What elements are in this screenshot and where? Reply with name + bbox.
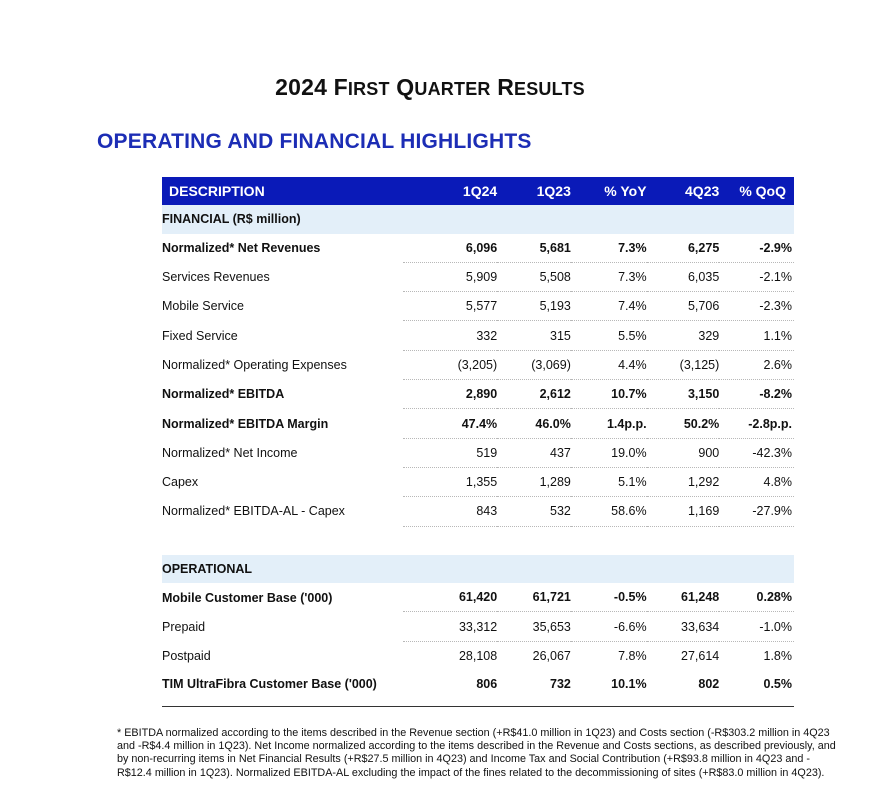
cell-4q23: 6,275	[647, 234, 720, 263]
cell-4q23: 3,150	[647, 380, 720, 409]
title-part: R	[490, 74, 515, 100]
cell-1q24: 5,577	[403, 292, 497, 321]
cell-qoq: -2.8p.p.	[719, 409, 794, 438]
cell-4q23: 329	[647, 321, 720, 350]
cell-1q24: 61,420	[403, 583, 497, 612]
table-row	[162, 467, 794, 496]
table-row	[162, 641, 794, 670]
row-label: Normalized* EBITDA-AL - Capex	[162, 504, 345, 519]
cell-qoq: 4.8%	[719, 467, 794, 496]
cell-1q24: 519	[403, 438, 497, 467]
row-label: TIM UltraFibra Customer Base ('000)	[162, 677, 377, 692]
cell-4q23: 27,614	[681, 648, 720, 663]
cell-yoy: 10.1%	[611, 677, 647, 692]
table-header-row	[162, 177, 794, 205]
cell-yoy: -0.5%	[571, 583, 647, 612]
row-label: Capex	[162, 475, 199, 490]
cell-1q24: 5,909	[403, 262, 497, 291]
cell-1q24: 33,312	[403, 612, 497, 641]
cell-qoq: -27.9%	[719, 497, 794, 526]
document-title	[0, 74, 860, 101]
cell-1q24: 1,355	[403, 467, 497, 496]
row-label: Normalized* EBITDA	[162, 387, 285, 402]
cell-1q23: 5,508	[497, 262, 571, 291]
cell-qoq: -1.0%	[719, 612, 794, 641]
cell-qoq: -2.9%	[719, 234, 794, 263]
cell-qoq: 1.1%	[719, 321, 794, 350]
title-part: IRST	[347, 79, 390, 99]
spacer-cell	[162, 526, 794, 555]
financial-section-label: FINANCIAL (R$ million)	[162, 205, 794, 233]
header-description: DESCRIPTION	[162, 177, 403, 205]
highlights-table	[162, 177, 794, 698]
title-part: UARTER	[414, 79, 491, 99]
row-label: Prepaid	[162, 619, 206, 634]
cell-1q24: 2,890	[403, 380, 497, 409]
header-qoq: % QoQ	[719, 177, 794, 205]
row-label: Mobile Service	[162, 299, 244, 314]
cell-1q24: 47.4%	[403, 409, 497, 438]
cell-qoq: -2.3%	[719, 292, 794, 321]
row-label: Normalized* Net Income	[162, 445, 298, 460]
cell-1q23: 26,067	[532, 648, 571, 663]
cell-4q23: (3,125)	[647, 350, 720, 379]
cell-4q23: 1,169	[647, 497, 720, 526]
cell-1q23: 2,612	[497, 380, 571, 409]
cell-1q23: 1,289	[497, 467, 571, 496]
cell-1q24: 332	[403, 321, 497, 350]
cell-1q24: 843	[403, 497, 497, 526]
cell-qoq: 2.6%	[719, 350, 794, 379]
header-1q24: 1Q24	[403, 177, 497, 205]
title-part: 2024 F	[275, 74, 348, 100]
header-yoy: % YoY	[571, 177, 647, 205]
header-1q23: 1Q23	[497, 177, 571, 205]
row-label: Services Revenues	[162, 270, 270, 285]
cell-1q23: 532	[497, 497, 571, 526]
table-row	[162, 234, 794, 263]
table-row	[162, 583, 794, 612]
row-label: Normalized* Operating Expenses	[162, 357, 347, 372]
cell-1q23: 437	[497, 438, 571, 467]
table-row	[162, 262, 794, 291]
financial-section-row	[162, 205, 794, 233]
row-label: Postpaid	[162, 648, 211, 663]
operational-section-row	[162, 555, 794, 583]
cell-4q23: 900	[647, 438, 720, 467]
cell-4q23: 5,706	[647, 292, 720, 321]
title-part: ESULTS	[514, 79, 585, 99]
cell-yoy: 7.4%	[571, 292, 647, 321]
table-row	[162, 321, 794, 350]
cell-1q23: 61,721	[497, 583, 571, 612]
footnote: * EBITDA normalized according to the items described in the Revenue section (+R$41.0 million in 1Q23) and Costs section (-R$303.2 million in 4Q23 and -R$4.4 million in 1Q23). Net Income normalized according to the items described in the Revenue and Costs sections, as described previously, and by non-recurring items in Net Financial Results (+R$27.5 million in 4Q23) and Income Tax and Social Contribution (+R$93.8 million in 4Q23 and -R$12.4 million in 1Q23). Normalized EBITDA-AL excluding the impact of the fines related to the decommissioning of sites (+R$83.0 million in 4Q23).	[117, 727, 836, 779]
cell-1q24: 6,096	[403, 234, 497, 263]
cell-yoy: 1.4p.p.	[571, 409, 647, 438]
table-bottom-rule	[162, 706, 794, 707]
title-part: Q	[389, 74, 415, 100]
cell-1q23: 5,681	[497, 234, 571, 263]
cell-yoy: 7.3%	[571, 262, 647, 291]
table-row	[162, 497, 794, 526]
row-label: Normalized* Net Revenues	[162, 240, 321, 255]
cell-yoy: 5.1%	[571, 467, 647, 496]
cell-yoy: 10.7%	[571, 380, 647, 409]
cell-4q23: 50.2%	[647, 409, 720, 438]
table-row	[162, 409, 794, 438]
operational-section-label: OPERATIONAL	[162, 555, 794, 583]
table-row	[162, 292, 794, 321]
cell-4q23: 1,292	[647, 467, 720, 496]
table-row	[162, 612, 794, 641]
row-label: Normalized* EBITDA Margin	[162, 416, 329, 431]
cell-1q23: 315	[497, 321, 571, 350]
cell-yoy: 7.8%	[618, 648, 647, 663]
table-row	[162, 350, 794, 379]
cell-qoq: 1.8%	[763, 648, 792, 663]
table-row	[162, 380, 794, 409]
cell-yoy: 7.3%	[571, 234, 647, 263]
cell-yoy: 5.5%	[571, 321, 647, 350]
row-label: Mobile Customer Base ('000)	[162, 590, 333, 605]
cell-1q23: 5,193	[497, 292, 571, 321]
cell-qoq: -42.3%	[719, 438, 794, 467]
cell-4q23: 61,248	[647, 583, 720, 612]
cell-qoq: -8.2%	[719, 380, 794, 409]
cell-1q23: 35,653	[497, 612, 571, 641]
cell-1q24: 28,108	[458, 648, 498, 663]
section-title: OPERATING AND FINANCIAL HIGHLIGHTS	[97, 130, 532, 153]
row-label: Fixed Service	[162, 328, 238, 343]
cell-yoy: 19.0%	[571, 438, 647, 467]
cell-1q24: (3,205)	[403, 350, 497, 379]
section-spacer	[162, 526, 794, 555]
cell-4q23: 802	[698, 677, 720, 692]
cell-1q23: (3,069)	[497, 350, 571, 379]
header-4q23: 4Q23	[647, 177, 720, 205]
cell-4q23: 33,634	[647, 612, 720, 641]
cell-1q24: 806	[476, 677, 498, 692]
table-row	[162, 438, 794, 467]
cell-qoq: 0.28%	[719, 583, 794, 612]
cell-4q23: 6,035	[647, 262, 720, 291]
cell-qoq: -2.1%	[719, 262, 794, 291]
cell-yoy: 58.6%	[571, 497, 647, 526]
cell-yoy: 4.4%	[571, 350, 647, 379]
cell-yoy: -6.6%	[571, 612, 647, 641]
cell-qoq: 0.5%	[763, 677, 792, 692]
cell-1q23: 732	[550, 677, 571, 692]
cell-1q23: 46.0%	[497, 409, 571, 438]
table-row	[162, 670, 794, 698]
